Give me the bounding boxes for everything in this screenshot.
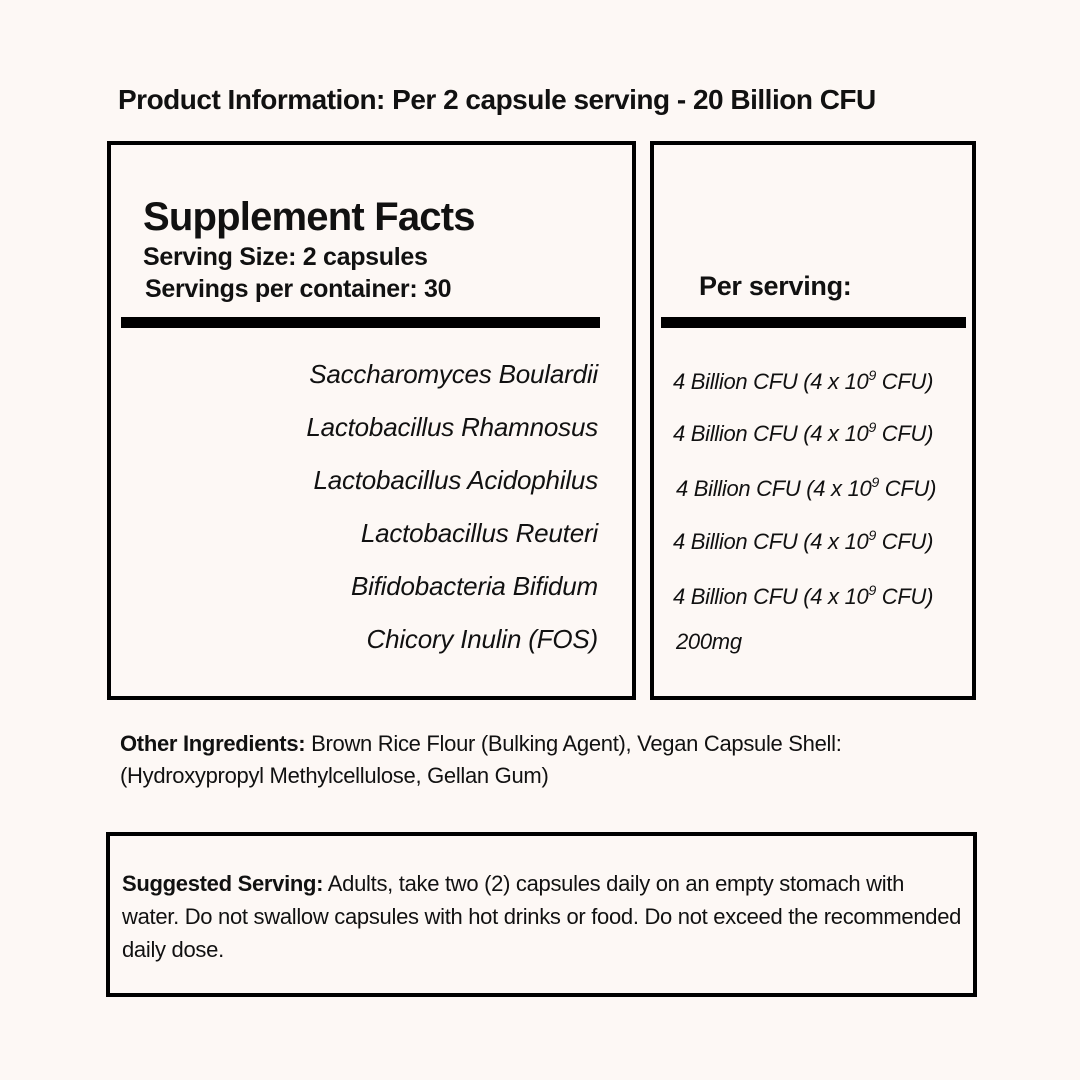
divider-rule [121, 317, 600, 328]
other-ingredients-label: Other Ingredients: [120, 731, 306, 756]
page-title: Product Information: Per 2 capsule serving - 20 Billion CFU [118, 84, 876, 115]
ingredient-name: Lactobacillus Reuteri [360, 518, 598, 548]
amount-value: 4 Billion CFU (4 x $10^9$ CFU) [673, 582, 934, 609]
ingredient-name: Bifidobacteria Bifidum [350, 571, 598, 601]
amount-value: 4 Billion CFU (4 x $10^9$ CFU) [673, 419, 934, 446]
ingredient-name: Lactobacillus Acidophilus [313, 465, 598, 495]
amount-value: 4 Billion CFU (4 x $10^9$ CFU) [673, 527, 934, 554]
divider-rule [661, 317, 966, 328]
suggested-serving-text: Adults, take two (2) capsules daily on an empty stomach with water. Do not swallow capsules with hot drinks or food. Do not exceed the recommended daily dose. [122, 871, 962, 962]
amount-value: 200mg [676, 629, 742, 654]
supplement-facts-panel [107, 141, 636, 700]
other-ingredients [120, 728, 960, 792]
suggested-serving-panel [106, 832, 977, 997]
other-ingredients-text: Brown Rice Flour (Bulking Agent), Vegan Capsule Shell: (Hydroxypropyl Methylcellulose, Gellan Gum) [120, 731, 842, 788]
per-serving-panel [650, 141, 976, 700]
servings-per-container: Servings per container: 30 [145, 275, 452, 303]
ingredient-name: Chicory Inulin (FOS) [366, 624, 598, 654]
serving-size: Serving Size: 2 capsules [143, 243, 428, 271]
ingredient-name: Lactobacillus Rhamnosus [306, 412, 598, 442]
ingredient-name: Saccharomyces Boulardii [309, 359, 598, 389]
suggested-serving [122, 867, 962, 966]
suggested-serving-label: Suggested Serving: [122, 871, 324, 896]
per-serving-heading: Per serving: [699, 271, 852, 301]
amount-value: 4 Billion CFU (4 x $10^9$ CFU) [676, 474, 937, 501]
supplement-facts-heading: Supplement Facts [143, 195, 475, 239]
amount-value: 4 Billion CFU (4 x $10^9$ CFU) [673, 367, 934, 394]
